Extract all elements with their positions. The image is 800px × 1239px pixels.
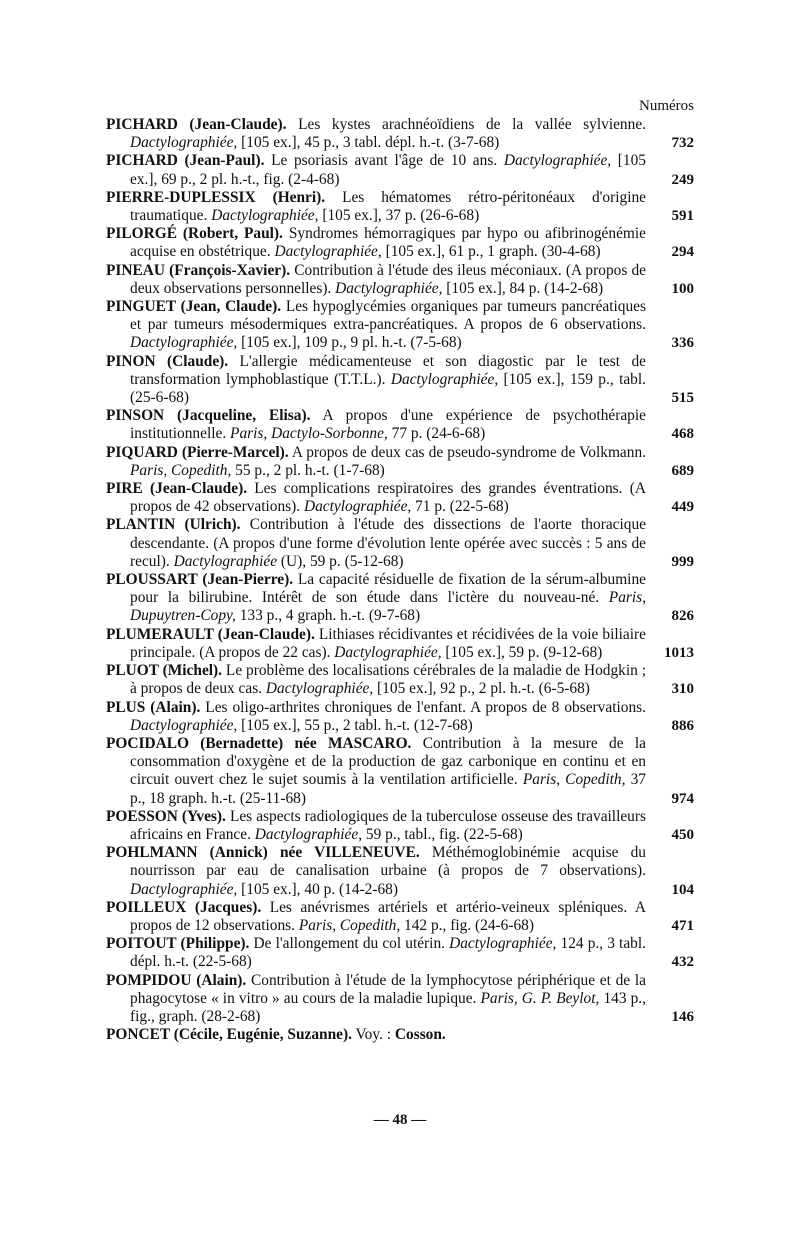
author-name: PINGUET (Jean, Claude). xyxy=(106,298,282,316)
publication-details: 143 p., fig., graph. (28-2-68) xyxy=(130,989,647,1025)
thesis-title: A propos d'une expérience de psychothérapie institutionnelle. xyxy=(130,407,646,443)
publisher: Dactylographiée, xyxy=(130,334,238,352)
author-name: PINON (Claude). xyxy=(106,352,229,370)
thesis-title: Les kystes arachnéoïdiens de la vallée sylvienne. xyxy=(286,116,646,133)
publisher: Paris, Copedith, xyxy=(130,461,232,479)
thesis-title: La capacité résiduelle de fixation de la sérum-albumine pour la bilirubine. Intérêt de son étude dans l'ictère du nouveau-né. xyxy=(130,571,646,607)
publication-details: 59 p., tabl., fig. (22-5-68) xyxy=(362,825,523,843)
thesis-title: Méthémoglobinémie acquise du nourrisson par eau de canalisation urbaine (à propos de 7 observations). xyxy=(130,844,646,880)
publication-details: [105 ex.], 59 p. (9-12-68) xyxy=(441,643,603,661)
publisher: Dactylographiée, xyxy=(390,370,499,388)
entry-number: 591 xyxy=(671,208,694,225)
bibliography-entry xyxy=(106,189,696,225)
bibliography-entry xyxy=(106,262,696,298)
thesis-title: Contribution à l'étude des ileus méconiaux. (A propos de deux observations personnelles). xyxy=(130,261,646,297)
publisher: Paris, Copedith, xyxy=(298,916,401,934)
author-name: PLUMERAULT (Jean-Claude). xyxy=(106,625,315,643)
bibliography-entry xyxy=(106,516,696,571)
publication-details: [105 ex.], 40 p. (14-2-68) xyxy=(237,880,398,898)
thesis-title: L'allergie médicamenteuse et son diagostic par le test de transformation lymphoblastique (T.T.L.). xyxy=(130,352,646,388)
thesis-title: Contribution à la mesure de la consommation d'oxygène et de la production de gaz carbonique en continu et en circuit ouvert chez le sujet soumis à la ventilation artificielle. xyxy=(130,734,646,789)
publication-details: Cosson. xyxy=(394,1026,446,1044)
bibliography-entry xyxy=(106,480,696,516)
thesis-title: Contribution à l'étude des dissections de l'aorte thoracique descendante. (A propos d'une forme d'évolution lente opérée avec succès : 5 ans de recul). xyxy=(130,516,646,570)
publisher: Dactylographiée, xyxy=(130,716,238,734)
publication-details: [105 ex.], 69 p., 2 pl. h.-t., fig. (2-4-68) xyxy=(130,152,646,188)
thesis-title: Les aspects radiologiques de la tuberculose osseuse des travailleurs africains en France. xyxy=(130,807,646,843)
bibliography-entry xyxy=(106,626,696,662)
author-name: PICHARD (Jean-Paul). xyxy=(106,152,265,170)
author-name: PONCET (Cécile, Eugénie, Suzanne). xyxy=(106,1026,352,1044)
author-name: PLUS (Alain). xyxy=(106,698,201,716)
publisher: Paris, Copedith, xyxy=(522,771,626,789)
entry-number: 146 xyxy=(671,1008,694,1025)
entry-number: 450 xyxy=(671,826,694,843)
bibliography-entry xyxy=(106,972,696,1027)
publication-details: [105 ex.], 45 p., 3 tabl. dépl. h.-t. (3-7-68) xyxy=(237,134,500,152)
publication-details: [105 ex.], 92 p., 2 pl. h.-t. (6-5-68) xyxy=(373,680,590,698)
bibliography-entry xyxy=(106,353,696,408)
bibliography-page xyxy=(106,96,696,1044)
publisher: Paris, Dupuytren-Copy, xyxy=(130,589,646,625)
bibliography-entry xyxy=(106,844,696,899)
publisher: Dactylographiée, xyxy=(335,279,443,297)
entry-number: 515 xyxy=(671,390,694,407)
publisher: Dactylographiée, xyxy=(130,880,238,898)
bibliography-entry xyxy=(106,407,696,443)
thesis-title: Le psoriasis avant l'âge de 10 ans. xyxy=(264,152,504,170)
publication-details: [105 ex.], 109 p., 9 pl. h.-t. (7-5-68) xyxy=(237,334,462,352)
publisher: Dactylographiée, xyxy=(265,680,374,698)
entry-number: 1013 xyxy=(664,644,694,661)
bibliography-entry xyxy=(106,444,696,480)
publisher: Dactylographiée, xyxy=(303,498,412,516)
author-name: PINSON (Jacqueline, Elisa). xyxy=(106,407,311,425)
thesis-title: A propos de deux cas de pseudo-syndrome de Volkmann. xyxy=(288,443,646,461)
thesis-title: Lithiases récidivantes et récidivées de la voie biliaire principale. (A propos de 22 cas). xyxy=(130,625,646,661)
bibliography-entry xyxy=(106,571,696,626)
author-name: PIRE (Jean-Claude). xyxy=(106,480,248,498)
thesis-title: Les oligo-arthrites chroniques de l'enfant. A propos de 8 observations. xyxy=(200,698,646,716)
entries-list xyxy=(106,116,696,1044)
thesis-title: Les hypoglycémies organiques par tumeurs pancréatiques et par tumeurs mésodermiques extra-pancréatiques. A propos de 6 observations. xyxy=(130,298,647,334)
publication-details: 133 p., 4 graph. h.-t. (9-7-68) xyxy=(235,607,421,625)
bibliography-entry xyxy=(106,298,696,353)
entry-number: 432 xyxy=(671,954,694,971)
bibliography-entry xyxy=(106,662,696,698)
publisher: Dactylographiée, xyxy=(211,207,319,225)
bibliography-entry xyxy=(106,935,696,971)
publication-details: [105 ex.], 84 p. (14-2-68) xyxy=(442,279,604,297)
publisher: Dactylographiée, xyxy=(274,243,382,261)
bibliography-entry xyxy=(106,808,696,844)
thesis-title: De l'allongement du col utérin. xyxy=(249,935,450,953)
author-name: POCIDALO (Bernadette) née MASCARO. xyxy=(106,734,412,752)
entry-number: 100 xyxy=(671,280,694,297)
bibliography-entry xyxy=(106,699,696,735)
publication-details: 142 p., fig. (24-6-68) xyxy=(400,916,534,934)
entry-number: 689 xyxy=(671,462,694,479)
publisher: Dactylographiée, xyxy=(254,825,363,843)
entry-number: 468 xyxy=(671,426,694,443)
entry-number: 471 xyxy=(671,917,694,934)
entry-number: 826 xyxy=(671,608,694,625)
thesis-title: Contribution à l'étude de la lymphocytose périphérique et de la phagocytose « in vitro » au cours de la maladie lupique. xyxy=(130,971,646,1007)
page-number: — 48 — xyxy=(373,1112,427,1128)
publisher: Dactylographiée, xyxy=(503,152,612,170)
publisher: Dactylographiée xyxy=(173,552,278,570)
publication-details: 124 p., 3 tabl. dépl. h.-t. (22-5-68) xyxy=(130,935,646,971)
entry-number: 449 xyxy=(671,499,694,516)
author-name: PLUOT (Michel). xyxy=(106,662,223,680)
entry-number: 336 xyxy=(671,335,694,352)
publisher: Paris, Dactylo-Sorbonne, xyxy=(230,425,388,443)
publication-details: [105 ex.], 37 p. (26-6-68) xyxy=(318,207,480,225)
thesis-title: Les hématomes rétro-péritonéaux d'origine traumatique. xyxy=(130,188,647,225)
thesis-title: Les complications respiratoires des grandes éventrations. (A propos de 42 observations). xyxy=(130,480,646,516)
publisher: Dactylographiée, xyxy=(449,935,557,953)
entry-number: 732 xyxy=(671,135,694,152)
bibliography-entry xyxy=(106,116,696,152)
thesis-title: Le problème des localisations cérébrales de la maladie de Hodgkin ; à propos de deux cas. xyxy=(130,662,646,698)
author-name: PLOUSSART (Jean-Pierre). xyxy=(106,571,294,589)
entry-number: 886 xyxy=(671,717,694,734)
publication-details: [105 ex.], 61 p., 1 graph. (30-4-68) xyxy=(381,243,601,261)
author-name: PILORGÉ (Robert, Paul). xyxy=(106,225,283,243)
author-name: POESSON (Yves). xyxy=(106,807,226,825)
publication-details: [105 ex.], 159 p., tabl. (25-6-68) xyxy=(130,370,646,407)
thesis-title: Voy. : xyxy=(351,1026,395,1044)
author-name: PIQUARD (Pierre-Marcel). xyxy=(106,443,289,461)
author-name: PICHARD (Jean-Claude). xyxy=(106,116,287,133)
author-name: POITOUT (Philippe). xyxy=(106,935,250,953)
entry-number: 104 xyxy=(671,881,694,898)
bibliography-entry xyxy=(106,152,696,188)
entry-number: 294 xyxy=(671,244,694,261)
author-name: PLANTIN (Ulrich). xyxy=(106,516,241,534)
publisher: Dactylographiée, xyxy=(130,134,238,152)
entry-number: 999 xyxy=(671,553,694,570)
entry-number: 974 xyxy=(671,790,694,807)
publication-details: 71 p. (22-5-68) xyxy=(411,498,509,516)
bibliography-entry xyxy=(106,899,696,935)
thesis-title: Syndromes hémorragiques par hypo ou afibrinogénémie acquise en obstétrique. xyxy=(130,225,646,261)
publisher: Dactylographiée, xyxy=(334,643,442,661)
publication-details: [105 ex.], 55 p., 2 tabl. h.-t. (12-7-68) xyxy=(237,716,473,734)
publication-details: 37 p., 18 graph. h.-t. (25-11-68) xyxy=(130,771,646,807)
column-header-numeros: Numéros xyxy=(639,98,694,114)
bibliography-entry xyxy=(106,1026,696,1044)
author-name: POILLEUX (Jacques). xyxy=(106,898,262,916)
publication-details: 77 p. (24-6-68) xyxy=(387,425,486,443)
bibliography-entry xyxy=(106,225,696,261)
author-name: POHLMANN (Annick) née VILLENEUVE. xyxy=(106,844,420,862)
publisher: Paris, G. P. Beylot, xyxy=(480,989,600,1007)
author-name: PIERRE-DUPLESSIX (Henri). xyxy=(106,188,326,206)
publication-details: (U), 59 p. (5-12-68) xyxy=(277,552,404,570)
author-name: PINEAU (François-Xavier). xyxy=(106,261,291,279)
thesis-title: Les anévrismes artériels et artério-veineux spléniques. A propos de 12 observations. xyxy=(130,898,646,934)
entry-number: 249 xyxy=(671,171,694,188)
bibliography-entry xyxy=(106,735,696,808)
author-name: POMPIDOU (Alain). xyxy=(106,971,247,989)
entry-number: 310 xyxy=(671,681,694,698)
publication-details: 55 p., 2 pl. h.-t. (1-7-68) xyxy=(231,461,385,479)
